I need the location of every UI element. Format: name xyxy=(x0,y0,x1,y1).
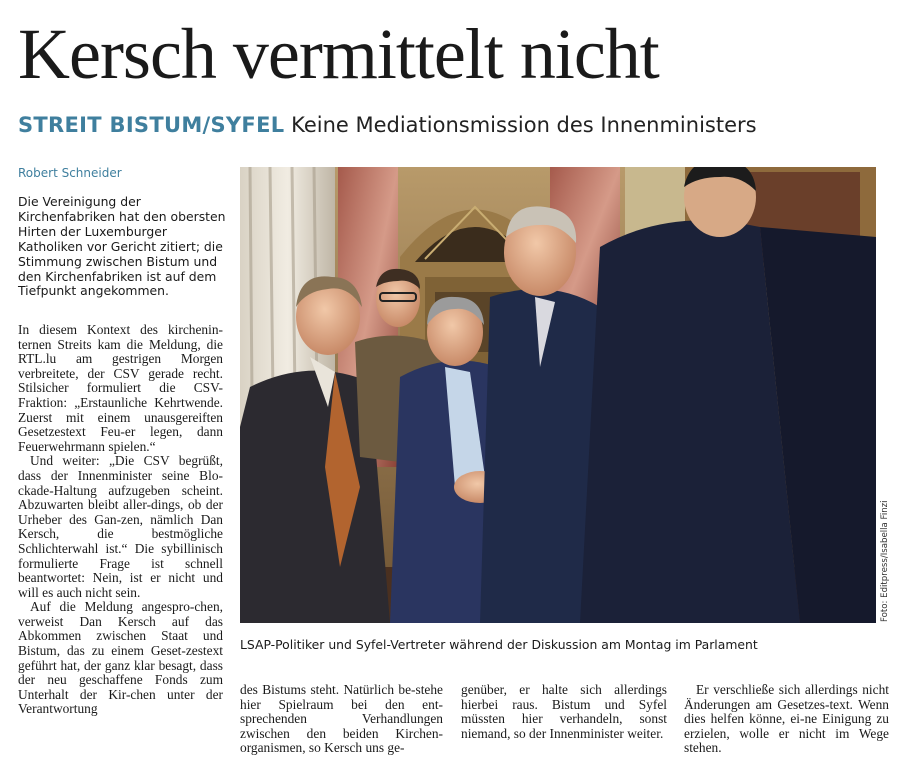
lead-paragraph: Die Vereinigung der Kirchenfabriken hat den obersten Hirten der Luxemburger Katholiken vor Gericht zitiert; die Stimmung zwischen Bistum und den Kirchenfabriken ist auf dem Tiefpunkt angekommen. xyxy=(18,194,226,299)
byline: Robert Schneider xyxy=(18,166,122,180)
body-column-2 xyxy=(240,683,443,756)
article-photo xyxy=(240,167,876,623)
body-column-4 xyxy=(684,683,889,756)
parliament-handshake-photo xyxy=(240,167,876,623)
photo-caption: LSAP-Politiker und Syfel-Vertreter während der Diskussion am Montag im Parlament xyxy=(240,637,758,652)
subheadline-text: Keine Mediationsmission des Innenministers xyxy=(291,113,757,137)
body-column-1 xyxy=(18,323,223,769)
body-paragraph: In diesem Kontext des kirchenin-ternen Streits kam die Meldung, die RTL.lu am gestrigen Morgen verbreitete, der CSV gerade recht. Stilsicher formuliert die CSV-Fraktion: „Erstaunliche Kehrtwende. Zuerst mit einem unausgereiften Gesetzestext Feu-er legen, dann Feuerwehrmann spielen.“ xyxy=(18,323,223,454)
kicker: STREIT BISTUM/SYFEL xyxy=(18,113,285,137)
headline: Kersch vermittelt nicht xyxy=(18,14,659,94)
body-paragraph: Und weiter: „Die CSV begrüßt, dass der Innenminister seine Blo-ckade-Haltung aufzugeben scheint. Abzuwarten bleibt aller-dings, ob der Urheber des Gan-zen, nämlich Dan Kersch, die bestmögliche Schlichterwahl ist.“ Die sybillinisch formulierte Frage ist schnell beantwortet: Nein, ist er nicht und will es auch nicht sein. xyxy=(18,453,223,600)
body-paragraph: Auf die Meldung angespro-chen, verweist Dan Kersch auf das Abkommen zwischen Staat und Bistum, das zu einem Geset-zestext geführt hat, der ganz klar besagt, dass der neu geschaffene Fonds zum Unterhalt der Kir-chen unter der Verantwortung xyxy=(18,599,223,717)
photo-credit: Foto: Editpress/Isabella Finzi xyxy=(880,500,890,622)
body-paragraph: Er verschließe sich allerdings nicht Änderungen am Gesetzes-text. Wenn dies helfen könne, ei-ne Einigung zu erzielen, wolle er nicht im Wege stehen. xyxy=(684,682,889,756)
body-column-3 xyxy=(461,683,667,741)
subheadline xyxy=(18,111,757,139)
body-paragraph: des Bistums steht. Natürlich be-stehe hier Spielraum bei den ent-sprechenden Verhandlungen zwischen den beiden Kirchen-organismen, so Kersch uns ge- xyxy=(240,682,443,756)
body-paragraph: genüber, er halte sich allerdings hierbei raus. Bistum und Syfel müssten hier verhandeln, sonst niemand, so der Innenminister weiter. xyxy=(461,682,667,741)
